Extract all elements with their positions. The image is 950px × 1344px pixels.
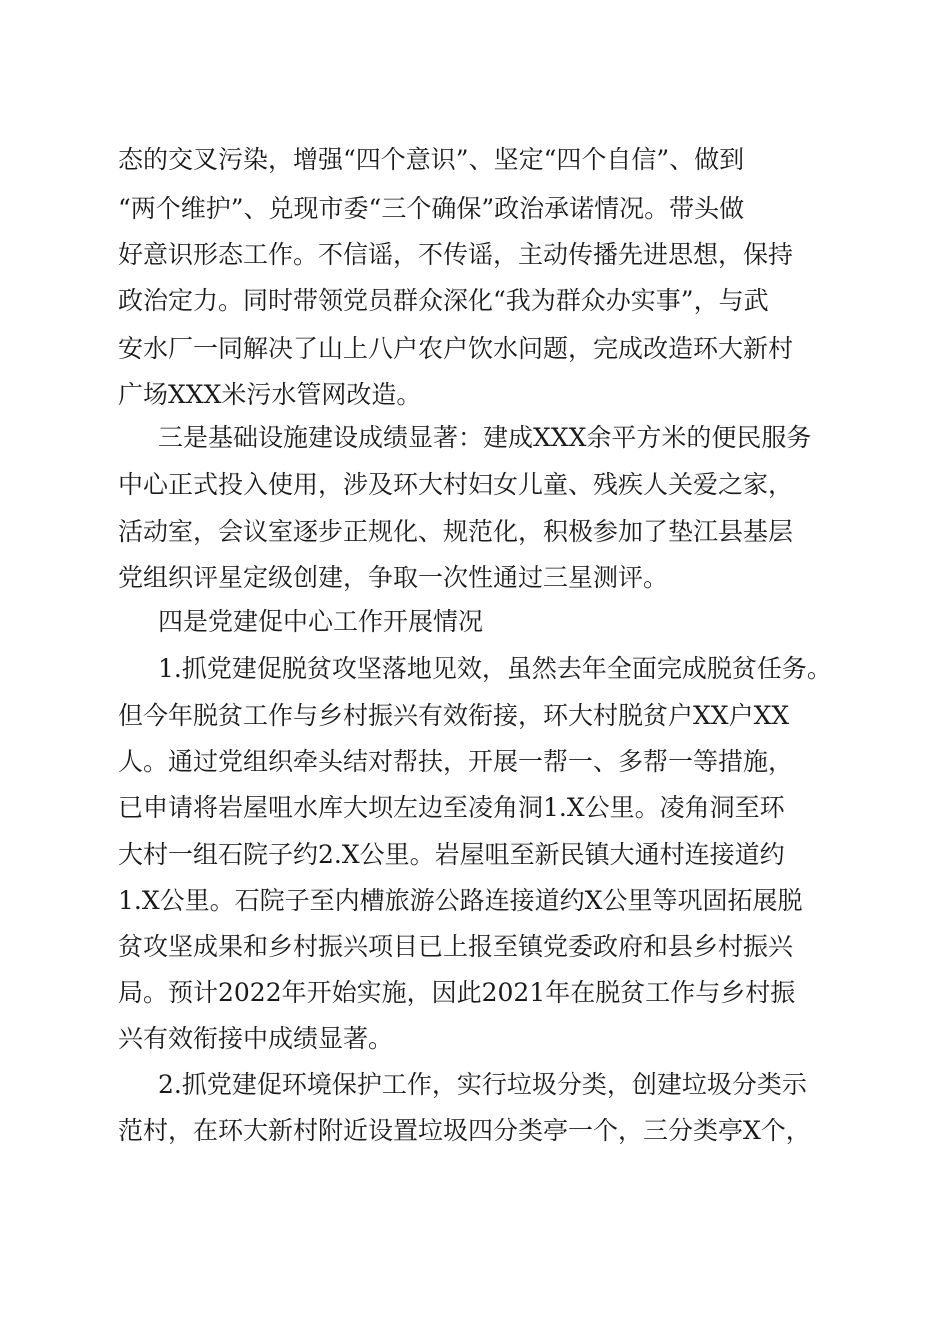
paragraph-2-line-3: 活动室，会议室逐步正规化、规范化，积极参加了垫江县基层: [118, 517, 794, 546]
paragraph-4-line-6: 1.X公里。石院子至内槽旅游公路连接道约X公里等巩固拓展脱: [118, 886, 803, 915]
paragraph-1-line-4: 政治定力。同时带领党员群众深化“我为群众办实事”，与武: [118, 286, 769, 315]
paragraph-1-line-1: 态的交叉污染，增强“四个意识”、坚定“四个自信”、做到: [118, 145, 745, 174]
paragraph-4-line-5: 大村一组石院子约2.X公里。岩屋咀至新民镇大通村连接道约: [118, 840, 785, 869]
paragraph-2-line-1: 三是基础设施建设成绩显著：建成XXX余平方米的便民服务: [158, 423, 812, 452]
paragraph-4-line-7: 贫攻坚成果和乡村振兴项目已上报至镇党委政府和县乡村振兴: [118, 932, 794, 961]
paragraph-1-line-5: 安水厂一同解决了山上八户农户饮水问题，完成改造环大新村: [118, 334, 794, 363]
paragraph-1-line-3: 好意识形态工作。不信谣，不传谣，主动传播先进思想，保持: [118, 240, 794, 269]
paragraph-4-line-9: 兴有效衔接中成绩显著。: [118, 1024, 394, 1053]
paragraph-4-line-2: 但今年脱贫工作与乡村振兴有效衔接，环大村脱贫户XX户XX: [118, 701, 790, 730]
paragraph-2-line-4: 党组织评星定级创建，争取一次性通过三星测评。: [118, 563, 669, 592]
paragraph-1-line-2: “两个维护”、兑现市委“三个确保”政治承诺情况。带头做: [118, 194, 745, 223]
paragraph-4-line-3: 人。通过党组织牵头结对帮扶，开展一帮一、多帮一等措施，: [118, 747, 794, 776]
section-heading: 四是党建促中心工作开展情况: [158, 607, 484, 636]
paragraph-1-line-6: 广场XXX米污水管网改造。: [118, 380, 422, 409]
paragraph-5-line-2: 范村，在环大新村附近设置垃圾四分类亭一个，三分类亭X个，: [118, 1116, 811, 1145]
paragraph-5-line-1: 2.抓党建促环境保护工作，实行垃圾分类，创建垃圾分类示: [158, 1070, 807, 1099]
paragraph-4-line-8: 局。预计2022年开始实施，因此2021年在脱贫工作与乡村振: [118, 978, 796, 1007]
paragraph-4-line-4: 已申请将岩屋咀水库大坝左边至凌角洞1.X公里。凌角洞至环: [118, 793, 785, 822]
paragraph-4-line-1: 1.抓党建促脱贫攻坚落地见效，虽然去年全面完成脱贫任务。: [158, 654, 832, 683]
paragraph-2-line-2: 中心正式投入使用，涉及环大村妇女儿童、残疾人关爱之家，: [118, 470, 794, 499]
